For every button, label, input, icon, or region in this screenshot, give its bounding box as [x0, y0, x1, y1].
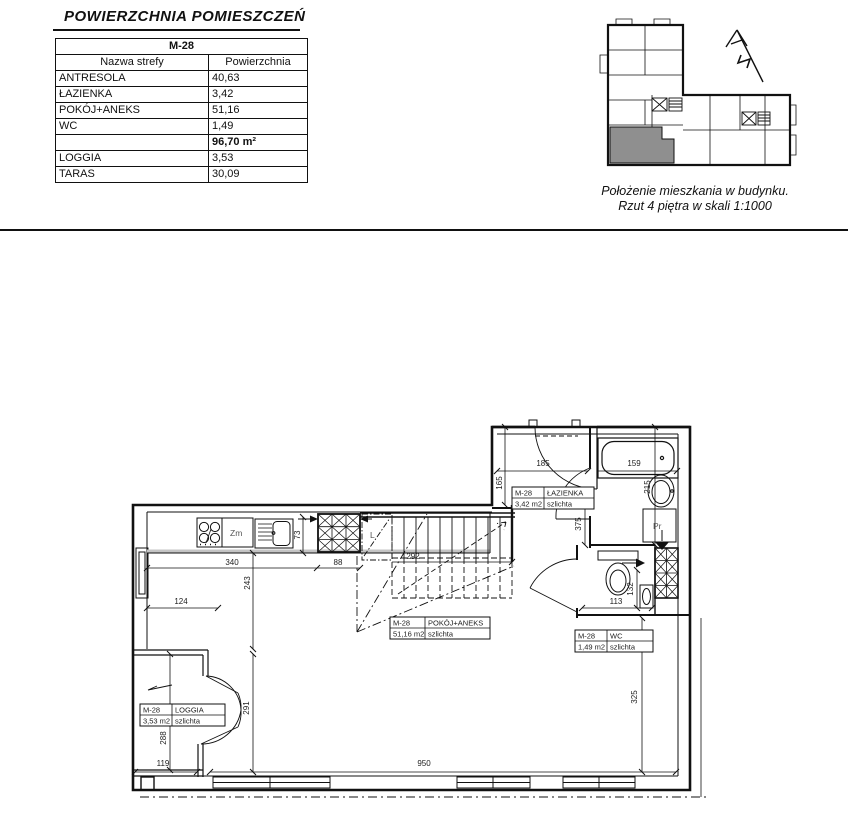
room-floor: szlichta	[175, 716, 201, 726]
elevator-core-icon	[652, 98, 770, 125]
wc-room	[530, 545, 690, 618]
north-arrow-icon	[726, 30, 763, 82]
dim-340: 340	[225, 558, 239, 567]
dim-119: 119	[156, 759, 170, 768]
washer-label: Pr	[653, 521, 662, 531]
dim-88: 88	[333, 558, 343, 567]
bathtub-icon	[598, 438, 678, 478]
highlighted-apartment	[610, 127, 674, 163]
room-label-wc	[575, 630, 653, 652]
room-unit: M-28	[143, 705, 161, 715]
room-area: 40,63	[209, 71, 308, 87]
room-name: ŁAZIENKA	[56, 87, 209, 103]
dim-132: 132	[626, 582, 635, 596]
room-area: 3,42 m2	[515, 499, 543, 509]
room-area: 3,53 m2	[143, 716, 171, 726]
exterior-walls	[133, 420, 690, 790]
room-name: LOGGIA	[56, 151, 209, 167]
page-title: POWIERZCHNIA POMIESZCZEŃ	[64, 8, 306, 25]
dim-215: 215	[643, 480, 652, 494]
kitchen-counter	[147, 512, 490, 560]
kitchen-vent-shaft	[298, 514, 372, 552]
room-area: 51,16 m2	[393, 629, 425, 639]
room-floor: szlichta	[610, 642, 636, 652]
dim-288: 288	[159, 731, 168, 745]
dim-291: 291	[242, 701, 251, 715]
left-wall-window	[136, 548, 148, 598]
room-name: POKÓJ+ANEKS	[428, 618, 484, 628]
room-label-bathroom	[512, 487, 594, 509]
dim-325: 325	[630, 690, 639, 704]
room-name: POKÓJ+ANEKS	[56, 103, 209, 119]
room-unit: M-28	[393, 618, 411, 628]
dim-375: 375	[574, 517, 583, 531]
room-area: 3,42	[209, 87, 308, 103]
room-label-room	[390, 617, 490, 639]
room-unit: M-28	[515, 488, 533, 498]
cooktop-icon	[197, 518, 222, 547]
room-name: ŁAZIENKA	[547, 488, 584, 498]
dim-185: 185	[536, 459, 550, 468]
room-area: 51,16	[209, 103, 308, 119]
dim-124: 124	[174, 597, 188, 606]
kitchen-sink-icon	[255, 519, 293, 548]
room-label-loggia	[140, 704, 225, 726]
room-name: TARAS	[56, 167, 209, 183]
dim-73: 73	[293, 530, 302, 540]
room-name: LOGGIA	[175, 705, 204, 715]
stairs	[357, 505, 515, 632]
fridge-label: L	[370, 530, 375, 540]
total-area: 96,70 m²	[209, 135, 308, 151]
room-area: 30,09	[209, 167, 308, 183]
room-name: WC	[610, 631, 623, 641]
col-header-name: Nazwa strefy	[56, 55, 209, 71]
dim-243: 243	[243, 576, 252, 590]
dim-113: 113	[609, 597, 623, 606]
dim-165: 165	[495, 476, 504, 490]
dishwasher-label: Zm	[230, 528, 243, 538]
wc-sink-icon	[640, 585, 653, 608]
room-area: 1,49	[209, 119, 308, 135]
room-area: 1,49 m2	[578, 642, 606, 652]
room-unit: M-28	[578, 631, 596, 641]
unit-id: M-28	[56, 39, 308, 55]
room-area: 3,53	[209, 151, 308, 167]
locator-caption-line2: Rzut 4 piętra w skali 1:1000	[618, 199, 772, 213]
dim-159: 159	[627, 459, 641, 468]
room-floor: szlichta	[547, 499, 573, 509]
room-name: WC	[56, 119, 209, 135]
room-name: ANTRESOLA	[56, 71, 209, 87]
locator-caption-line1: Położenie mieszkania w budynku.	[601, 184, 789, 198]
bottom-windows	[213, 777, 635, 788]
dim-292: 292	[406, 552, 420, 561]
dim-950: 950	[417, 759, 431, 768]
col-header-area: Powierzchnia	[209, 55, 308, 71]
building-locator-plan	[600, 19, 796, 165]
room-floor: szlichta	[428, 629, 454, 639]
